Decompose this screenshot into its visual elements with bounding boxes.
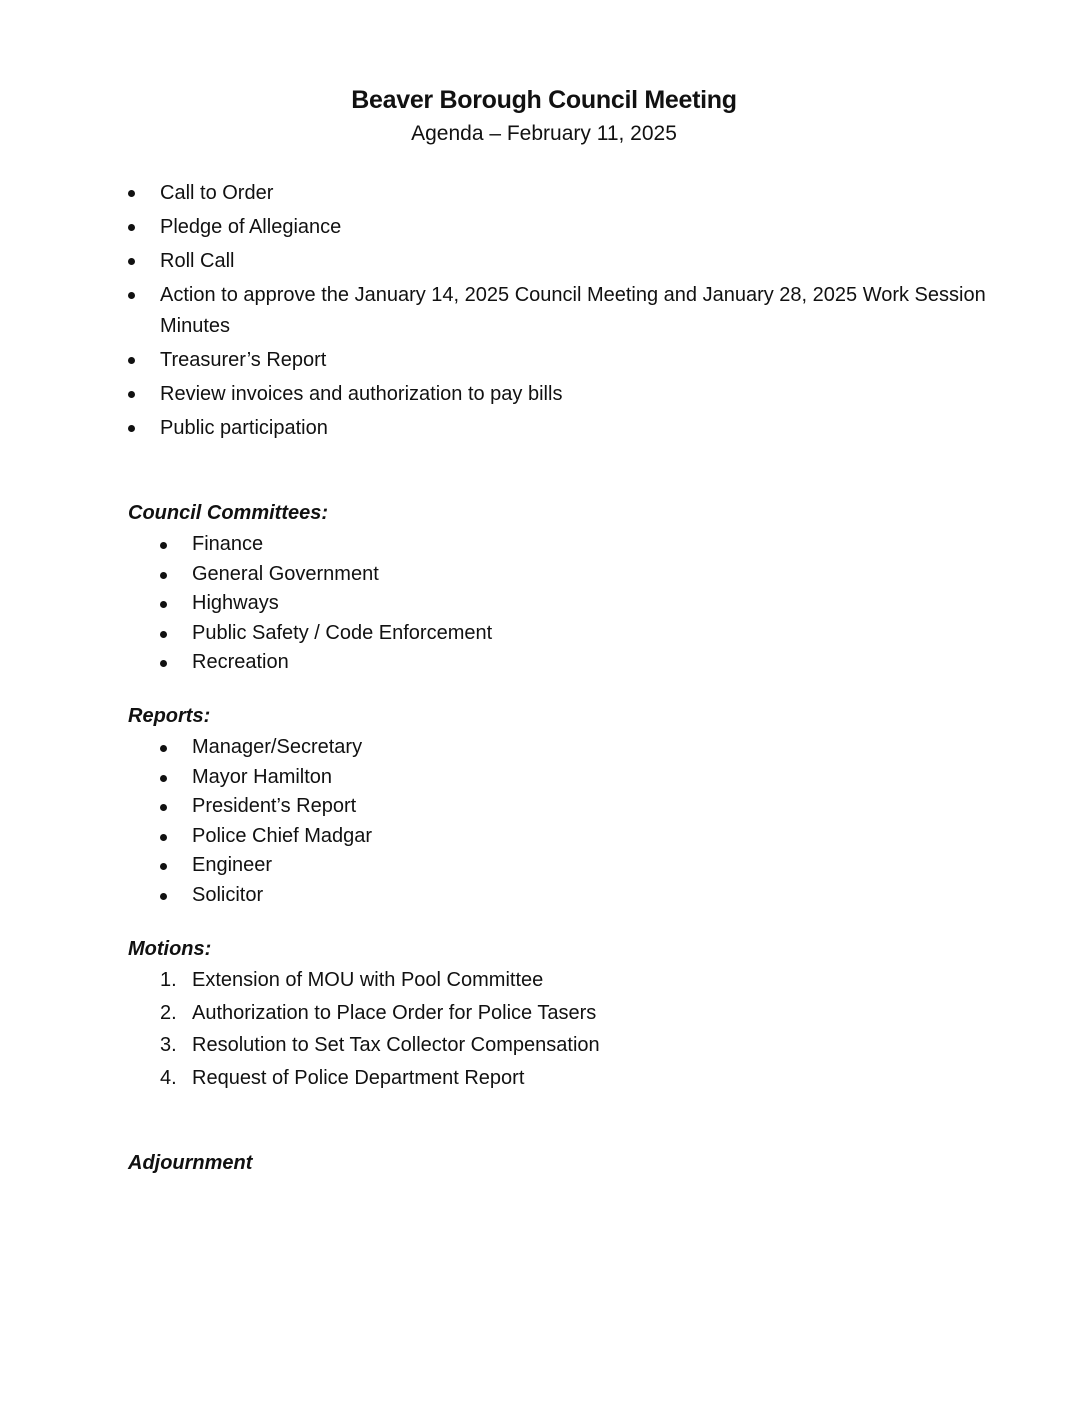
list-item [128, 246, 988, 277]
bullet-icon [128, 190, 135, 197]
bullet-icon [128, 425, 135, 432]
list-item [160, 648, 860, 678]
bullet-icon [160, 804, 167, 811]
list-item [160, 1062, 860, 1095]
agenda-item-label: Call to Order [160, 182, 274, 204]
report-item-label: President’s Report [192, 795, 357, 818]
bullet-icon [160, 631, 167, 638]
list-item [160, 589, 860, 619]
committee-item-label: Highways [192, 592, 279, 615]
motion-item-label: Authorization to Place Order for Police Tasers [192, 1001, 597, 1024]
report-item-label: Manager/Secretary [192, 736, 363, 758]
list-item [160, 997, 860, 1030]
list-item [160, 530, 860, 560]
report-item-label: Engineer [192, 854, 273, 877]
list-item [128, 379, 988, 410]
motion-number: 4. [160, 1067, 177, 1090]
list-item [160, 964, 860, 997]
bullet-icon [128, 224, 135, 231]
report-item-label: Police Chief Madgar [192, 824, 373, 847]
list-item [160, 619, 860, 649]
bullet-icon [160, 893, 167, 900]
committees-heading: Council Committees: [128, 502, 329, 524]
bullet-icon [128, 357, 135, 364]
list-item [128, 413, 988, 444]
agenda-item-label: Action to approve the January 14, 2025 Council Meeting and January 28, 2025 Work Session Minutes [160, 284, 986, 337]
agenda-item-label: Pledge of Allegiance [160, 216, 342, 238]
bullet-icon [160, 542, 167, 549]
motion-item-label: Request of Police Department Report [192, 1067, 525, 1090]
list-item [160, 851, 860, 881]
motion-item-label: Extension of MOU with Pool Committee [192, 969, 544, 991]
list-item [160, 881, 860, 911]
list-item [160, 792, 860, 822]
list-item [160, 1029, 860, 1062]
motions-list [160, 964, 860, 1095]
report-item-label: Solicitor [192, 883, 264, 906]
list-item [160, 560, 860, 590]
bullet-icon [160, 775, 167, 782]
bullet-icon [128, 258, 135, 265]
list-item [160, 763, 860, 793]
motion-item-label: Resolution to Set Tax Collector Compensation [192, 1034, 600, 1057]
bullet-icon [160, 834, 167, 841]
bullet-icon [160, 863, 167, 870]
bullet-icon [160, 660, 167, 667]
agenda-list [128, 178, 988, 447]
report-item-label: Mayor Hamilton [192, 765, 333, 788]
adjournment-heading: Adjournment [128, 1152, 253, 1174]
agenda-item-label: Review invoices and authorization to pay bills [160, 383, 563, 405]
committee-item-label: General Government [192, 562, 379, 585]
committee-item-label: Finance [192, 533, 264, 555]
list-item [128, 178, 988, 209]
list-item [160, 733, 860, 763]
reports-heading: Reports: [128, 705, 211, 727]
bullet-icon [160, 745, 167, 752]
motion-number: 3. [160, 1034, 177, 1057]
bullet-icon [160, 601, 167, 608]
committee-item-label: Recreation [192, 651, 289, 674]
list-item [160, 822, 860, 852]
motion-number: 1. [160, 969, 177, 991]
page-subtitle: Agenda – February 11, 2025 [411, 122, 677, 145]
motions-heading: Motions: [128, 938, 212, 960]
list-item [128, 345, 988, 376]
bullet-icon [160, 572, 167, 579]
bullet-icon [128, 391, 135, 398]
reports-list [160, 733, 860, 911]
list-item [128, 212, 988, 243]
bullet-icon [128, 292, 135, 299]
page-title: Beaver Borough Council Meeting [351, 86, 737, 114]
committee-item-label: Public Safety / Code Enforcement [192, 621, 493, 644]
agenda-item-label: Roll Call [160, 250, 235, 272]
list-item [128, 280, 988, 342]
agenda-item-label: Treasurer’s Report [160, 349, 327, 371]
agenda-item-label: Public participation [160, 417, 328, 439]
motion-number: 2. [160, 1001, 177, 1024]
committees-list [160, 530, 860, 678]
